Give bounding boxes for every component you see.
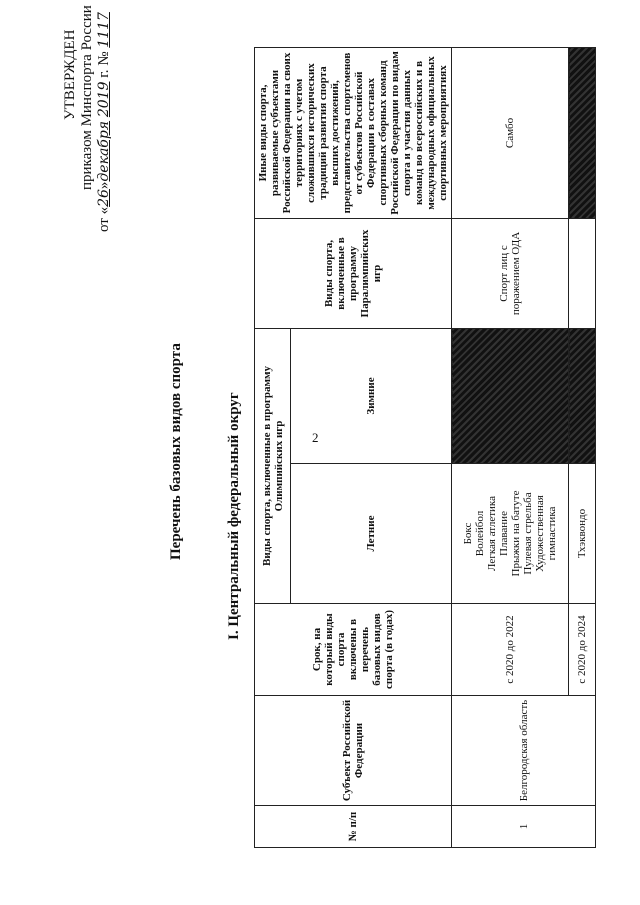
- cell-other-redacted: [569, 48, 596, 219]
- approval-number: 1117: [96, 12, 112, 48]
- list-item: Бокс: [462, 522, 474, 545]
- header-winter: Зимние: [291, 329, 452, 464]
- cell-paralympic: [569, 219, 596, 329]
- cell-term: с 2020 до 2022: [452, 604, 569, 696]
- header-subject: Субъект Российской Федерации: [255, 696, 452, 806]
- list-item: Волейбол: [474, 510, 486, 557]
- approval-stamp: [62, 0, 113, 232]
- document-title: Перечень базовых видов спорта: [168, 343, 184, 560]
- list-item: Прыжки на батуте: [510, 490, 522, 577]
- list-item: Плавание: [498, 511, 510, 556]
- list-item: Пулевая стрельба: [522, 492, 534, 575]
- cell-winter-redacted: [569, 329, 596, 464]
- cell-term: с 2020 до 2024: [569, 604, 596, 696]
- cell-num: 1: [452, 806, 596, 848]
- approval-order-line: приказом Минспорта России: [79, 5, 95, 190]
- header-num: № п/п: [255, 806, 452, 848]
- list-item: Художественная гимнастика: [534, 495, 558, 572]
- approval-day: 26: [96, 189, 112, 207]
- header-olympic-group: Виды спорта, включенные в программу Олимпийских игр: [255, 329, 291, 604]
- list-item: Легкая атлетика: [486, 496, 498, 571]
- approval-title: УТВЕРЖДЕН: [62, 29, 78, 120]
- header-term: Срок, на который виды спорта включены в перечень базовых видов спорта (в годах): [255, 604, 452, 696]
- approval-month: декабря: [96, 120, 112, 182]
- page-number: 2: [312, 430, 319, 445]
- approval-date-line: от «26»декабря 2019 г. № 1117: [96, 12, 112, 232]
- district-heading: I. Центральный федеральный округ: [226, 392, 242, 640]
- sports-table: [254, 47, 596, 848]
- sports-table-container: [254, 47, 596, 848]
- table-row: [452, 48, 569, 848]
- cell-summer-list: Тхэквондо: [569, 464, 596, 604]
- cell-subject: Белгородская область: [452, 696, 596, 806]
- cell-paralympic: Спорт лиц с поражением ОДА: [452, 219, 569, 329]
- header-paralympic: Виды спорта, включенные в программу Паралимпийских игр: [255, 219, 452, 329]
- approval-year: 2019: [96, 81, 112, 118]
- cell-summer-list: [452, 464, 569, 604]
- header-other: Иные виды спорта, развиваемые субъектами Российской Федерации на своих территориях с учетом сложившихся исторических традиций развития спорта высших достижений, представительства спортсменов от субъектов Российской Федерации в составах спортивных сборных команд Российской Федерации по видам спорта и участия данных команд во всероссийских и в международных официальных спортивных мероприятиях: [255, 48, 452, 219]
- cell-winter-redacted: [452, 329, 569, 464]
- cell-other: Самбо: [452, 48, 569, 219]
- header-summer: Летние: [291, 464, 452, 604]
